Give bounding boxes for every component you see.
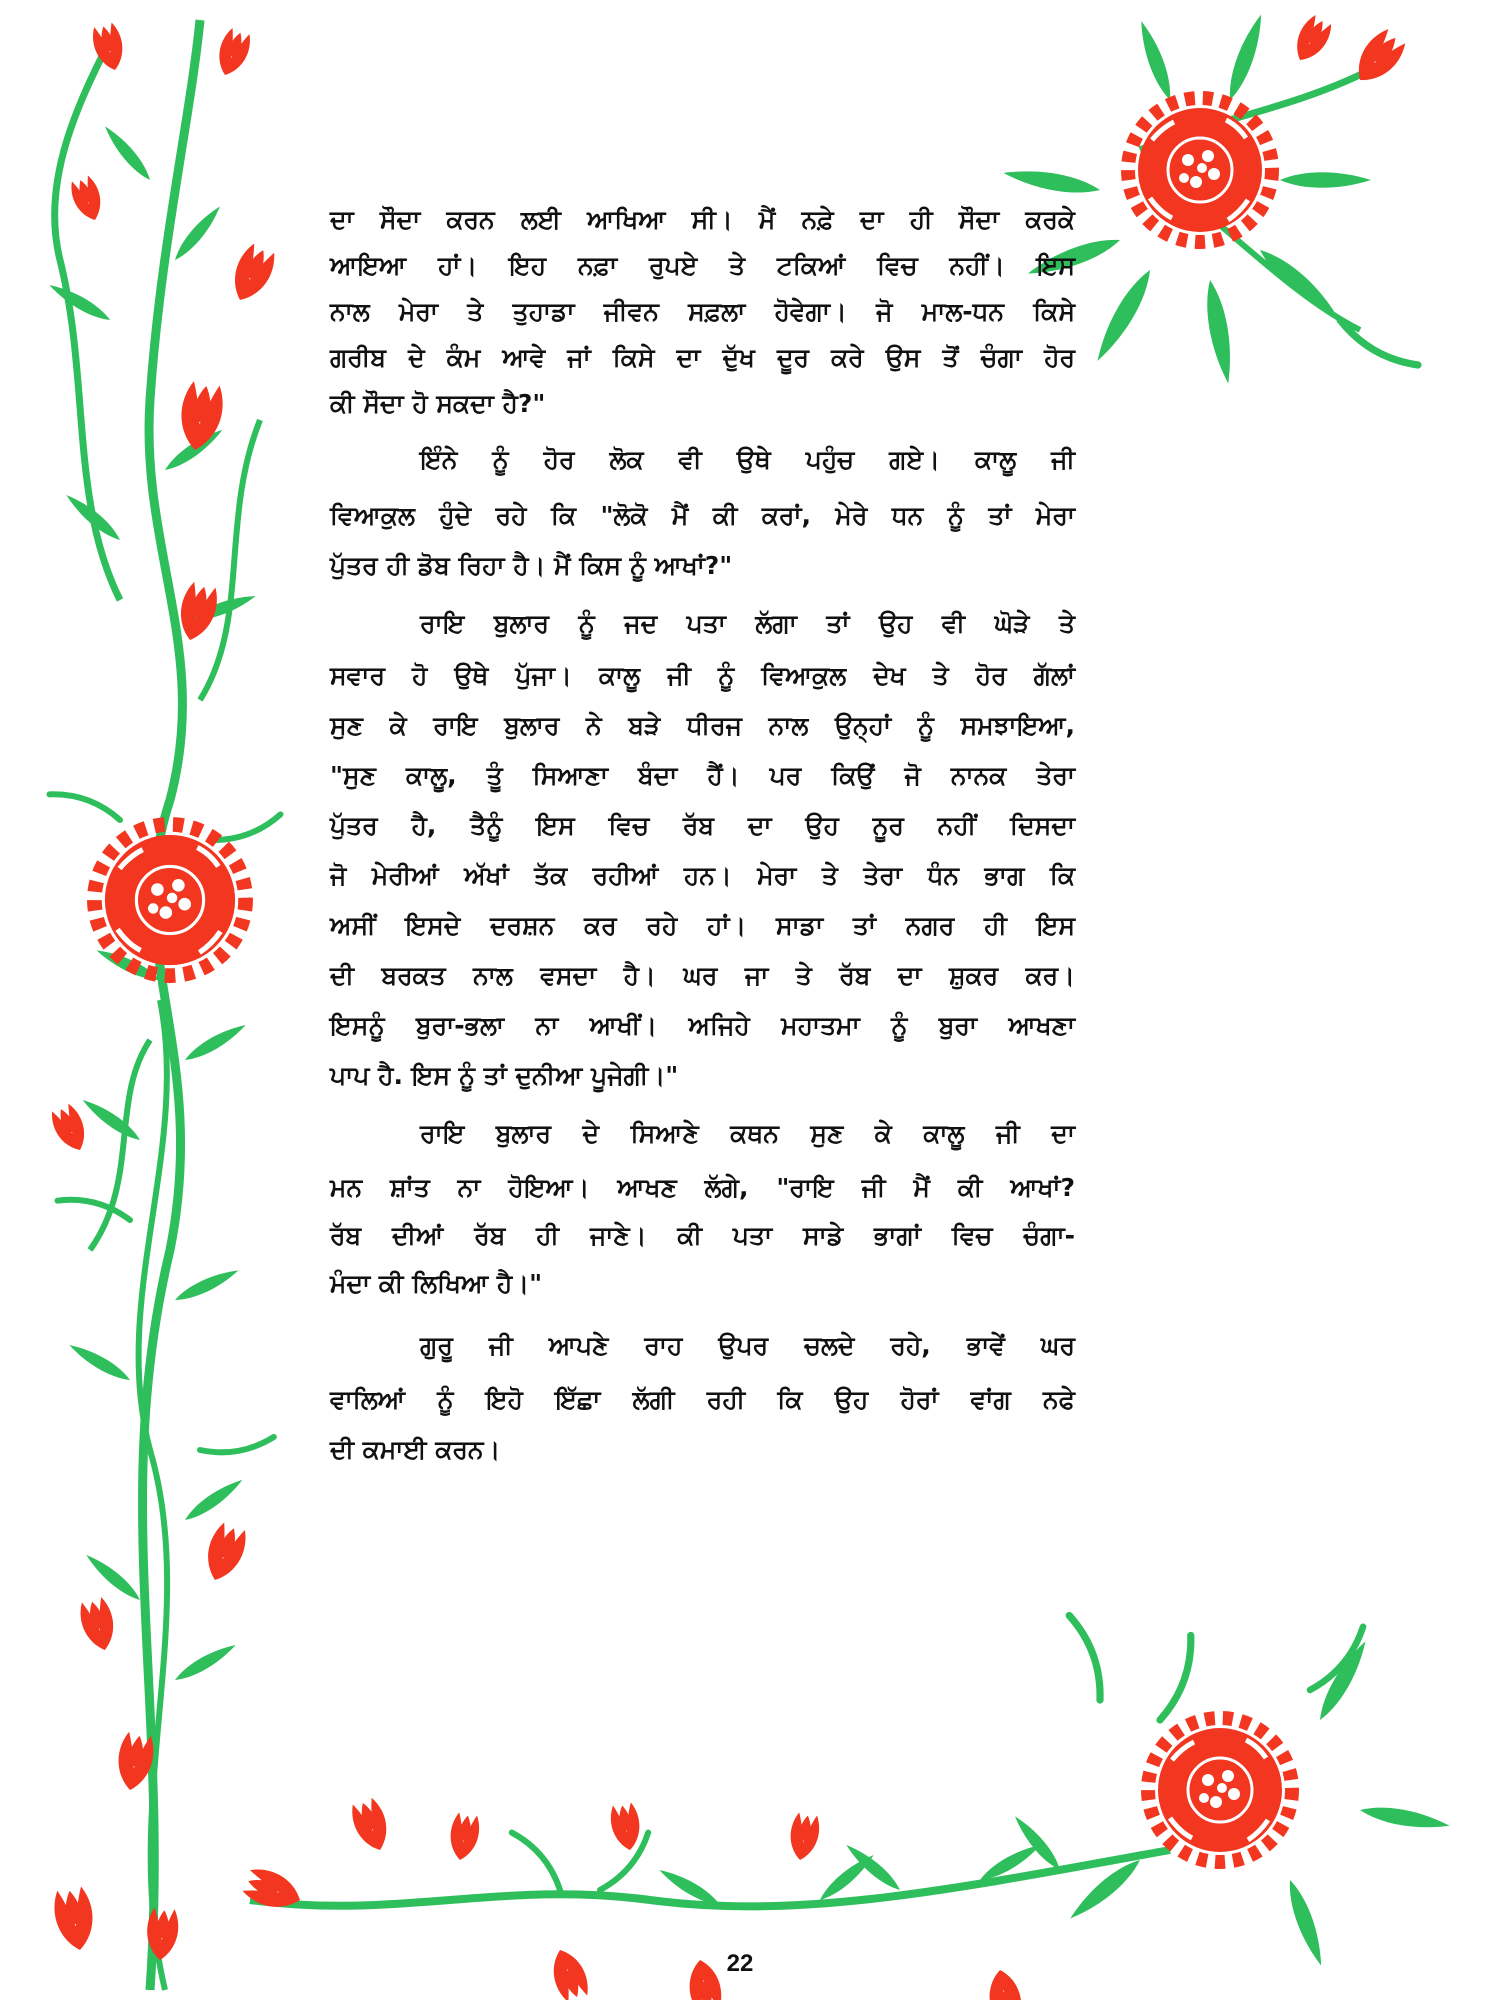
text-line: ਸਵਾਰ ਹੋ ਉਥੇ ਪੁੱਜਾ। ਕਾਲੂ ਜੀ ਨੂੰ ਵਿਆਕੁਲ ਦੇਖ ਤੇ ਹੋਰ ਗੱਲਾਂ [330,661,1075,690]
text-line: ਇਸਨੂੰ ਬੁਰਾ-ਭਲਾ ਨਾ ਆਖੀਂ। ਅਜਿਹੇ ਮਹਾਤਮਾ ਨੂੰ ਬੁਰਾ ਆਖਣਾ [330,1011,1075,1040]
text-line: ਆਇਆ ਹਾਂ। ਇਹ ਨਫ਼ਾ ਰੁਪਏ ਤੇ ਟਕਿਆਂ ਵਿਚ ਨਹੀਂ। ਇਸ [330,251,1075,280]
text-line: ਇੰਨੇ ਨੂੰ ਹੋਰ ਲੋਕ ਵੀ ਉਥੇ ਪਹੁੰਚ ਗਏ। ਕਾਲੂ ਜੀ [420,445,1075,474]
text-line: ਗਰੀਬ ਦੇ ਕੰਮ ਆਵੇ ਜਾਂ ਕਿਸੇ ਦਾ ਦੁੱਖ ਦੂਰ ਕਰੇ ਉਸ ਤੋਂ ਚੰਗਾ ਹੋਰ [330,343,1075,372]
text-line: "ਸੁਣ ਕਾਲੂ, ਤੂੰ ਸਿਆਣਾ ਬੰਦਾ ਹੈਂ। ਪਰ ਕਿਉਂ ਜੋ ਨਾਨਕ ਤੇਰਾ [330,761,1075,790]
text-line: ਰਾਇ ਬੁਲਾਰ ਨੂੰ ਜਦ ਪਤਾ ਲੱਗਾ ਤਾਂ ਉਹ ਵੀ ਘੋੜੇ ਤੇ [420,609,1075,638]
text-line: ਵਿਆਕੁਲ ਹੁੰਦੇ ਰਹੇ ਕਿ "ਲੋਕੋ ਮੈਂ ਕੀ ਕਰਾਂ, ਮੇਰੇ ਧਨ ਨੂੰ ਤਾਂ ਮੇਰਾ [330,501,1075,530]
text-line: ਅਸੀਂ ਇਸਦੇ ਦਰਸ਼ਨ ਕਰ ਰਹੇ ਹਾਂ। ਸਾਡਾ ਤਾਂ ਨਗਰ ਹੀ ਇਸ [330,911,1075,940]
page-number: 22 [726,1950,754,1977]
text-line: ਕੀ ਸੌਦਾ ਹੋ ਸਕਦਾ ਹੈ?" [330,389,546,418]
text-line: ਪੁੱਤਰ ਹੀ ਡੋਬ ਰਿਹਾ ਹੈ। ਮੈਂ ਕਿਸ ਨੂੰ ਆਖਾਂ?" [330,551,733,580]
text-line: ਰਾਇ ਬੁਲਾਰ ਦੇ ਸਿਆਣੇ ਕਥਨ ਸੁਣ ਕੇ ਕਾਲੂ ਜੀ ਦਾ [420,1119,1075,1148]
left-flower [94,824,245,975]
text-line: ਵਾਲਿਆਂ ਨੂੰ ਇਹੋ ਇੱਛਾ ਲੱਗੀ ਰਹੀ ਕਿ ਉਹ ਹੋਰਾਂ ਵਾਂਗ ਨਫੇ [330,1385,1075,1414]
text-line: ਪਾਪ ਹੈ. ਇਸ ਨੂੰ ਤਾਂ ਦੁਨੀਆ ਪੂਜੇਗੀ।" [330,1061,679,1090]
text-line: ਸੁਣ ਕੇ ਰਾਇ ਬੁਲਾਰ ਨੇ ਬੜੇ ਧੀਰਜ ਨਾਲ ਉਨ੍ਹਾਂ ਨੂੰ ਸਮਝਾਇਆ, [330,711,1075,740]
bottom-right-flower [1148,1718,1292,1862]
text-line: ਨਾਲ ਮੇਰਾ ਤੇ ਤੁਹਾਡਾ ਜੀਵਨ ਸਫ਼ਲਾ ਹੋਵੇਗਾ। ਜੋ ਮਾਲ-ਧਨ ਕਿਸੇ [330,297,1075,326]
text-line: ਦਾ ਸੌਦਾ ਕਰਨ ਲਈ ਆਖਿਆ ਸੀ। ਮੈਂ ਨਫ਼ੇ ਦਾ ਹੀ ਸੌਦਾ ਕਰਕੇ [330,205,1075,234]
text-line: ਮਨ ਸ਼ਾਂਤ ਨਾ ਹੋਇਆ। ਆਖਣ ਲੱਗੇ, "ਰਾਇ ਜੀ ਮੈਂ ਕੀ ਆਖਾਂ? [330,1173,1075,1202]
text-line: ਦੀ ਬਰਕਤ ਨਾਲ ਵਸਦਾ ਹੈ। ਘਰ ਜਾ ਤੇ ਰੱਬ ਦਾ ਸ਼ੁਕਰ ਕਰ। [330,961,1075,990]
text-line: ਪੁੱਤਰ ਹੈ, ਤੈਨੂੰ ਇਸ ਵਿਚ ਰੱਬ ਦਾ ਉਹ ਨੂਰ ਨਹੀਂ ਦਿਸਦਾ [330,811,1075,840]
text-line: ਮੰਦਾ ਕੀ ਲਿਖਿਆ ਹੈ।" [330,1269,543,1298]
text-line: ਗੁਰੂ ਜੀ ਆਪਣੇ ਰਾਹ ਉਪਰ ਚਲਦੇ ਰਹੇ, ਭਾਵੇਂ ਘਰ [420,1331,1075,1360]
text-line: ਦੀ ਕਮਾਈ ਕਰਨ। [330,1435,501,1464]
text-line: ਰੱਬ ਦੀਆਂ ਰੱਬ ਹੀ ਜਾਣੇ। ਕੀ ਪਤਾ ਸਾਡੇ ਭਾਗਾਂ ਵਿਚ ਚੰਗਾ- [330,1221,1075,1250]
left-vine [46,20,283,1990]
top-right-flower [1128,98,1272,242]
text-line: ਜੋ ਮੇਰੀਆਂ ਅੱਖਾਂ ਤੱਕ ਰਹੀਆਂ ਹਨ। ਮੇਰਾ ਤੇ ਤੇਰਾ ਧੰਨ ਭਾਗ ਕਿ [330,861,1075,890]
